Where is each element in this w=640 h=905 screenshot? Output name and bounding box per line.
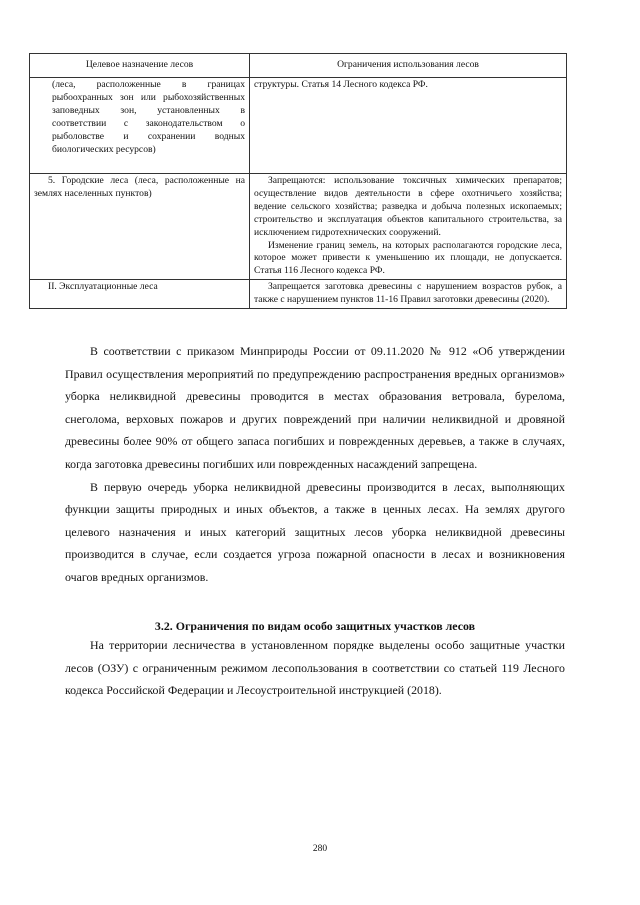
restriction-text: структуры. Статья 14 Лесного кодекса РФ. <box>254 79 428 90</box>
table-header-row <box>30 54 567 78</box>
paragraph: В первую очередь уборка неликвидной древесины производится в лесах, выполняющих функции защиты природных и иных объектов, а также в ценных лесах. На землях другого целевого назначения и иных категорий защитных лесов уборка неликвидной древесины производится в случае, если создается угроза пожарной опасности в лесах и возникновения очагов вредных организмов. <box>65 479 565 584</box>
paragraph: В соответствии с приказом Минприроды России от 09.11.2020 № 912 «Об утверждении Правил осуществления мероприятий по предупреждению распространения вредных организмов» уборка неликвидной древесины проводится в местах образования ветровала, бурелома, снеголома, верховых пожаров и других повреждений при наличии неликвидной и дровяной древесины более 90% от общего запаса погибших и поврежденных деревьев, а также в случаях, когда заготовка древесины погибших или поврежденных насаждений запрещена. <box>65 344 565 471</box>
restriction-text: Запрещаются: использование токсичных химических препаратов; осуществление видов деятельности в сфере охотничьего хозяйства; ведение сельского хозяйства; разведка и добыча полезных ископаемых; строительство и эксплуатация объектов капитального строительства, за исключением гидротехнических сооружений. <box>254 175 562 238</box>
paragraph: На территории лесничества в установленном порядке выделены особо защитные участки лесов (ОЗУ) с ограниченным режимом лесопользования в соответствии со статьей 119 Лесного кодекса Российской Федерации и Лесоустроительной инструкцией (2018). <box>65 638 565 698</box>
purpose-text: II. Эксплуатационные леса <box>48 281 158 293</box>
restriction-text: Запрещается заготовка древесины с нарушением возрастов рубок, а также с нарушением пунктов 11-16 Правил заготовки древесины (2020). <box>254 281 562 306</box>
header-restrictions: Ограничения использования лесов <box>250 54 567 78</box>
purpose-cell <box>30 174 250 280</box>
restrictions-cell <box>250 78 567 174</box>
restrictions-cell <box>250 280 567 309</box>
table-row <box>30 78 567 174</box>
table-row <box>30 280 567 309</box>
body-text-block <box>65 340 565 589</box>
section-heading: 3.2. Ограничения по видам особо защитных участков лесов <box>154 619 476 633</box>
restrictions-cell <box>250 174 567 280</box>
purpose-cell <box>30 280 250 309</box>
table-row <box>30 174 567 280</box>
purpose-cell: (леса, расположенные в границах рыбоохранных зон или рыбохозяйственных заповедных зон, установленных в соответствии с законодательством о рыболовстве и сохранении водных биологических ресурсов) <box>30 78 250 174</box>
header-purpose: Целевое назначение лесов <box>30 54 250 78</box>
forest-restrictions-table <box>29 53 567 309</box>
purpose-text: 5. Городские леса (леса, расположенные на землях населенных пунктов) <box>34 175 245 199</box>
page-number: 280 <box>312 844 328 854</box>
restriction-text: Изменение границ земель, на которых располагаются городские леса, которое может привести к уменьшению их площади, не допускается. Статья 116 Лесного кодекса РФ. <box>254 239 562 277</box>
body-text-block <box>65 634 565 702</box>
